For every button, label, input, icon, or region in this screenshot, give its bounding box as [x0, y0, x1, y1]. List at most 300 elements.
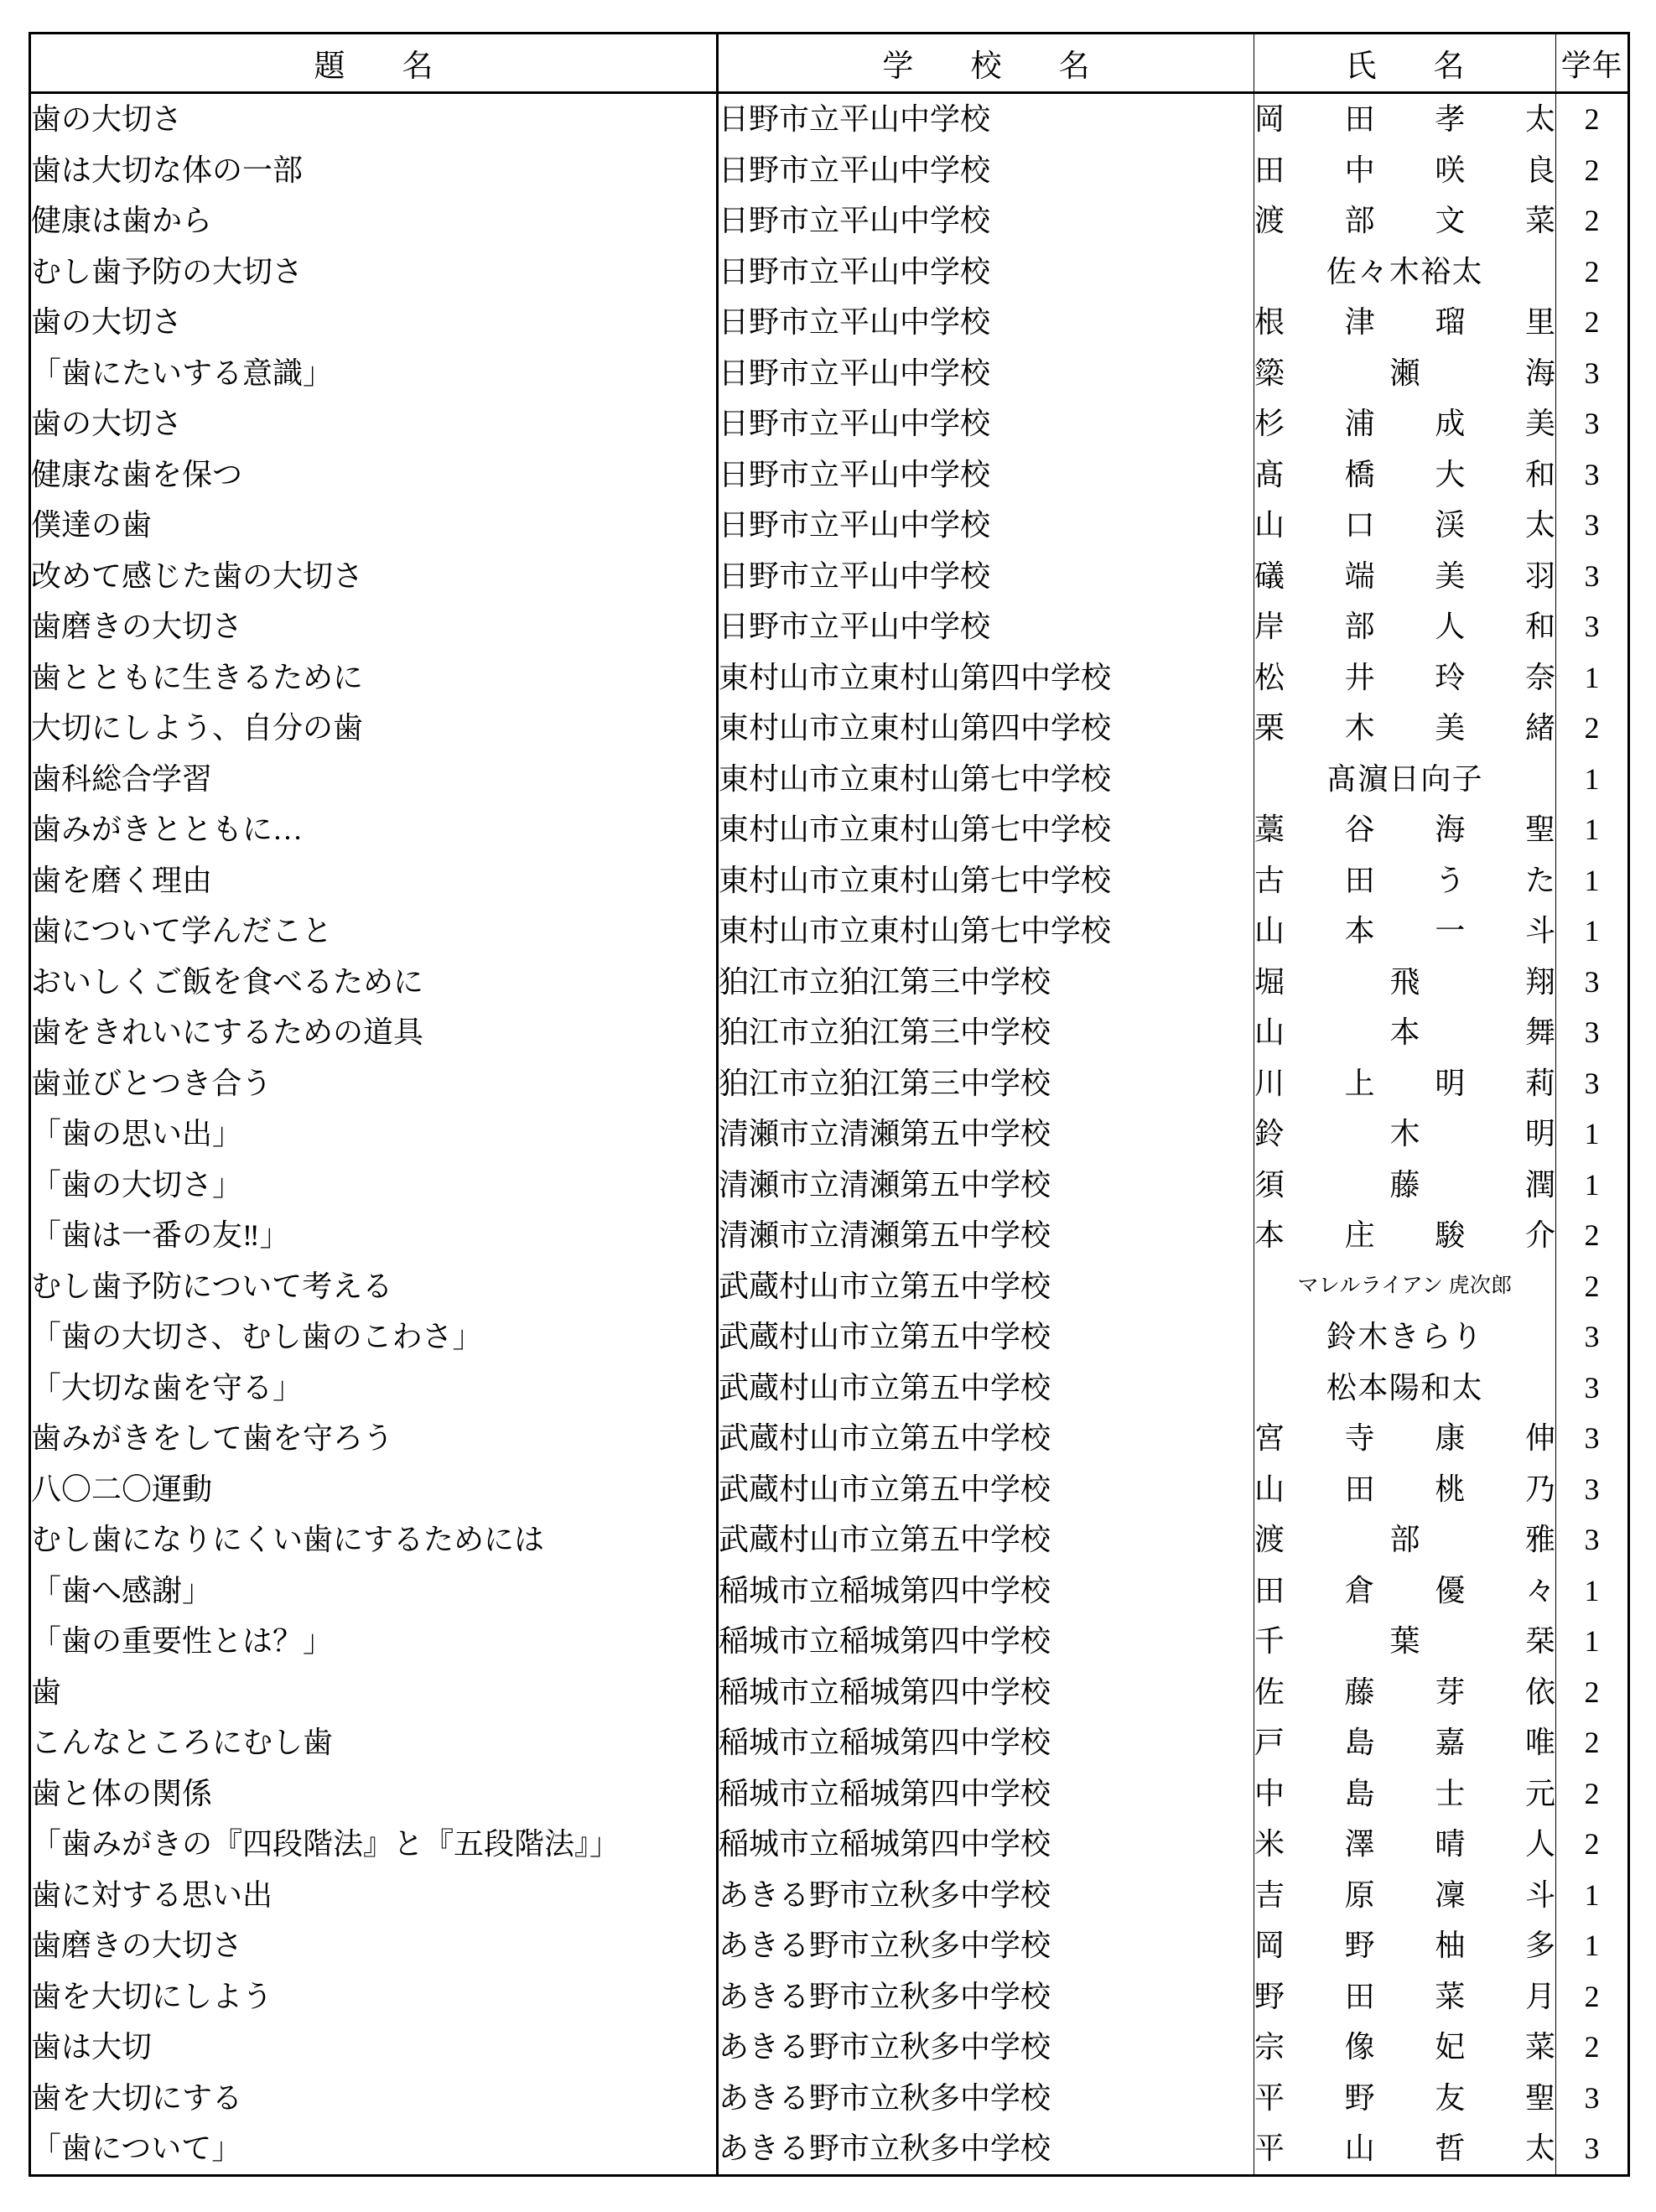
table-row [30, 93, 1629, 145]
cell-title: 歯と体の関係 [30, 1768, 718, 1820]
name-char: 美 [1435, 558, 1466, 593]
cell-grade: 2 [1584, 254, 1600, 288]
cell-grade: 2 [1584, 1726, 1600, 1760]
cell-name [1254, 2073, 1556, 2124]
table-row [30, 1261, 1629, 1312]
name-char: 々 [1524, 1573, 1555, 1607]
name-char: 孝 [1435, 102, 1466, 137]
cell-title: 歯 [30, 1667, 718, 1718]
name-char: 月 [1524, 1979, 1555, 2013]
name-char: 田 [1344, 1472, 1375, 1506]
cell-grade: 1 [1584, 1877, 1600, 1912]
name-text [1254, 1624, 1555, 1659]
cell-school: 清瀬市立清瀬第五中学校 [718, 1160, 1254, 1211]
cell-title: 歯をきれいにするための道具 [30, 1007, 718, 1058]
name-char: 和 [1524, 457, 1555, 491]
cell-school: 東村山市立東村山第四中学校 [718, 703, 1254, 754]
cell-school: 日野市立平山中学校 [718, 398, 1254, 449]
cell-name [1254, 601, 1556, 652]
name-char: 田 [1254, 153, 1285, 187]
name-char: 浦 [1344, 407, 1375, 441]
table-row [30, 1566, 1629, 1617]
name-char: 子 [1451, 761, 1484, 796]
name-char: 太 [1524, 508, 1555, 543]
cell-title: 歯は大切 [30, 2022, 718, 2073]
name-char: 宗 [1254, 2030, 1285, 2064]
cell-title: 歯みがきとともに… [30, 804, 718, 855]
cell-school: 稲城市立稲城第四中学校 [718, 1566, 1254, 1617]
table-row [30, 1768, 1629, 1820]
cell-school: 武蔵村山市立第五中学校 [718, 1261, 1254, 1312]
column-header-title: 題 名 [30, 34, 718, 93]
name-char: 木 [1389, 1117, 1420, 1151]
column-header-name: 氏 名 [1254, 34, 1556, 93]
cell-school: 狛江市立狛江第三中学校 [718, 957, 1254, 1008]
cell-title: 「歯へ感謝」 [30, 1566, 718, 1617]
table-row [30, 703, 1629, 754]
name-char: 米 [1254, 1827, 1285, 1862]
name-text [1254, 1727, 1555, 1758]
cell-grade: 2 [1584, 1776, 1600, 1810]
name-char: 唯 [1524, 1726, 1555, 1760]
name-char: 佐 [1326, 254, 1358, 288]
cell-school: 清瀬市立清瀬第五中学校 [718, 1210, 1254, 1261]
name-text [1254, 155, 1555, 185]
name-char: 栗 [1254, 711, 1285, 745]
table-row [30, 1311, 1629, 1363]
cell-title: 歯は大切な体の一部 [30, 145, 718, 196]
table-row [30, 1464, 1629, 1515]
name-text [1254, 1981, 1555, 2012]
name-char: 岸 [1254, 610, 1285, 644]
name-char: 岡 [1254, 1929, 1285, 1963]
cell-name [1254, 1363, 1556, 1414]
table-row [30, 652, 1629, 704]
cell-name [1254, 1717, 1556, 1768]
name-char: 咲 [1435, 153, 1466, 187]
cell-grade: 3 [1584, 1066, 1600, 1100]
cell-school: 稲城市立稲城第四中学校 [718, 1616, 1254, 1667]
name-char: 乃 [1524, 1472, 1555, 1506]
name-char: 部 [1344, 204, 1375, 238]
name-char: 玲 [1435, 660, 1466, 694]
table-row [30, 1819, 1629, 1870]
name-char: 瀬 [1389, 356, 1420, 390]
name-char: 陽 [1389, 1370, 1421, 1405]
cell-title: 歯について学んだこと [30, 906, 718, 957]
cell-title: 「歯にたいする意識」 [30, 348, 718, 399]
table-row [30, 1160, 1629, 1211]
name-char: 元 [1524, 1776, 1555, 1810]
cell-grade: 3 [1584, 2132, 1600, 2166]
cell-title: 「歯の大切さ、むし歯のこわさ」 [30, 1311, 718, 1363]
name-char: 松 [1254, 660, 1285, 694]
name-char: 野 [1254, 1979, 1285, 2013]
name-char: 倉 [1344, 1573, 1375, 1607]
cell-school: あきる野市立秋多中学校 [718, 1870, 1254, 1921]
table-row [30, 906, 1629, 957]
cell-school: 稲城市立稲城第四中学校 [718, 1717, 1254, 1768]
cell-school: 東村山市立東村山第七中学校 [718, 906, 1254, 957]
name-char: 部 [1389, 1523, 1420, 1557]
name-char: 菜 [1524, 2030, 1555, 2064]
name-text [1254, 813, 1555, 847]
name-text [1254, 865, 1555, 896]
cell-name [1254, 297, 1556, 348]
name-char: 飛 [1389, 964, 1420, 999]
name-char: 戸 [1254, 1726, 1285, 1760]
table-row [30, 2123, 1629, 2175]
table-row [30, 957, 1629, 1008]
cell-grade: 3 [1584, 356, 1600, 390]
cell-school: 日野市立平山中学校 [718, 551, 1254, 602]
cell-name [1254, 1768, 1556, 1820]
cell-title: 歯科総合学習 [30, 754, 718, 805]
cell-school: 東村山市立東村山第四中学校 [718, 652, 1254, 704]
name-char: 斗 [1524, 914, 1555, 948]
name-char: 和 [1524, 610, 1555, 644]
cell-grade: 3 [1584, 508, 1600, 543]
name-text [1254, 558, 1555, 593]
name-char: 口 [1344, 508, 1375, 543]
name-char: 日 [1389, 761, 1421, 796]
table-row [30, 1210, 1629, 1261]
table-row [30, 348, 1629, 399]
cell-title: おいしくご飯を食べるために [30, 957, 718, 1008]
cell-grade: 3 [1584, 407, 1600, 441]
cell-name [1254, 754, 1556, 805]
name-char: り [1451, 1320, 1484, 1354]
name-text [1254, 305, 1555, 340]
name-char: 松 [1326, 1370, 1358, 1405]
name-char: 明 [1524, 1117, 1555, 1151]
cell-title: 歯に対する思い出 [30, 1870, 718, 1921]
cell-school: 日野市立平山中学校 [718, 297, 1254, 348]
name-char: 上 [1344, 1066, 1375, 1100]
name-char: 多 [1524, 1929, 1555, 1963]
name-char: 島 [1344, 1776, 1375, 1810]
name-text: マレルライアン 虎次郎 [1297, 1275, 1513, 1298]
name-text [1254, 508, 1555, 543]
name-char: 海 [1435, 813, 1466, 847]
name-char: 美 [1435, 711, 1466, 745]
name-char: 伸 [1524, 1421, 1555, 1456]
name-char: 凜 [1435, 1877, 1466, 1912]
name-char: 杉 [1254, 407, 1285, 441]
cell-school: 稲城市立稲城第四中学校 [718, 1819, 1254, 1870]
name-char: 太 [1451, 254, 1484, 288]
name-text [1254, 2132, 1555, 2166]
cell-grade: 1 [1584, 1167, 1600, 1202]
cell-title: むし歯予防の大切さ [30, 247, 718, 298]
name-text [1254, 408, 1555, 439]
name-char: 成 [1435, 407, 1466, 441]
name-char: 海 [1524, 356, 1555, 390]
cell-name [1254, 1261, 1556, 1312]
name-char: 井 [1344, 660, 1375, 694]
cell-grade: 1 [1584, 660, 1600, 694]
cell-name [1254, 2123, 1556, 2175]
name-char: 良 [1524, 153, 1555, 187]
cell-grade: 3 [1584, 457, 1600, 491]
table-row [30, 398, 1629, 449]
table-row [30, 1363, 1629, 1414]
name-char: 人 [1435, 610, 1466, 644]
cell-name [1254, 145, 1556, 196]
cell-name [1254, 247, 1556, 298]
name-text [1254, 1421, 1555, 1456]
cell-name [1254, 93, 1556, 145]
name-char: た [1524, 863, 1555, 897]
name-char: 津 [1344, 305, 1375, 340]
name-char: 斗 [1524, 1877, 1555, 1912]
name-char: 髙 [1326, 761, 1358, 796]
name-char: 田 [1344, 102, 1375, 137]
cell-grade: 2 [1584, 1269, 1600, 1303]
name-char: 須 [1254, 1167, 1285, 1202]
name-text [1254, 1573, 1555, 1607]
cell-school: 日野市立平山中学校 [718, 348, 1254, 399]
cell-title: 歯磨きの大切さ [30, 601, 718, 652]
cell-title: むし歯になりにくい歯にするためには [30, 1514, 718, 1566]
name-char: 裕 [1420, 254, 1452, 288]
cell-name [1254, 906, 1556, 957]
table-row [30, 1616, 1629, 1667]
name-char: 澤 [1344, 1827, 1375, 1862]
cell-grade: 2 [1584, 305, 1600, 340]
name-char: 大 [1435, 457, 1466, 491]
name-char: 渓 [1435, 508, 1466, 543]
cell-school: 武蔵村山市立第五中学校 [718, 1363, 1254, 1414]
cell-school: 東村山市立東村山第七中学校 [718, 804, 1254, 855]
name-char: 藤 [1344, 1675, 1375, 1709]
name-char: 莉 [1524, 1066, 1555, 1100]
name-text [1254, 457, 1555, 491]
cell-title: 「歯について」 [30, 2123, 718, 2175]
name-text [1254, 761, 1555, 796]
name-char: 聖 [1524, 2080, 1555, 2115]
table-row [30, 1514, 1629, 1566]
name-text [1254, 2080, 1555, 2115]
name-char: 舞 [1524, 1015, 1555, 1050]
table-row [30, 2022, 1629, 2073]
name-char: 礒 [1254, 558, 1285, 593]
name-char: 人 [1524, 1827, 1555, 1862]
cell-grade: 3 [1584, 558, 1600, 593]
name-char: 田 [1344, 863, 1375, 897]
name-char: 依 [1524, 1675, 1555, 1709]
name-char: 太 [1451, 1370, 1484, 1405]
cell-name [1254, 500, 1556, 551]
name-char: 田 [1344, 1979, 1375, 2013]
name-char: 介 [1524, 1218, 1555, 1253]
name-char: 島 [1344, 1726, 1375, 1760]
cell-grade: 3 [1584, 610, 1600, 644]
cell-school: 東村山市立東村山第七中学校 [718, 855, 1254, 906]
cell-name [1254, 1413, 1556, 1464]
table-row [30, 601, 1629, 652]
name-char: 本 [1389, 1015, 1420, 1050]
table-row [30, 2073, 1629, 2124]
table-row [30, 855, 1629, 906]
name-text [1254, 254, 1555, 288]
name-char: 髙 [1254, 457, 1285, 491]
cell-title: 僕達の歯 [30, 500, 718, 551]
table-row [30, 1007, 1629, 1058]
table-row [30, 449, 1629, 501]
name-char: 潤 [1524, 1167, 1555, 1202]
name-char: 藤 [1389, 1167, 1420, 1202]
cell-school: 清瀬市立清瀬第五中学校 [718, 1109, 1254, 1160]
name-char: 岡 [1254, 102, 1285, 137]
name-char: 優 [1435, 1573, 1466, 1607]
name-char: 原 [1344, 1877, 1375, 1912]
name-text [1254, 205, 1555, 236]
cell-school: 日野市立平山中学校 [718, 145, 1254, 196]
name-char: 谷 [1344, 813, 1375, 847]
name-char: 菜 [1524, 204, 1555, 238]
name-text [1254, 916, 1555, 946]
cell-title: 歯の大切さ [30, 93, 718, 145]
name-char: 平 [1254, 2080, 1285, 2115]
cell-name [1254, 957, 1556, 1008]
table-row [30, 247, 1629, 298]
cell-school: 狛江市立狛江第三中学校 [718, 1058, 1254, 1109]
name-char: 簗 [1254, 356, 1285, 390]
cell-school: 武蔵村山市立第五中学校 [718, 1311, 1254, 1363]
name-char: 像 [1344, 2030, 1375, 2064]
cell-school: あきる野市立秋多中学校 [718, 2022, 1254, 2073]
cell-grade: 3 [1584, 1370, 1600, 1405]
table-row [30, 1109, 1629, 1160]
table-row [30, 1058, 1629, 1109]
cell-title: 歯を大切にしよう [30, 1971, 718, 2022]
name-char: 野 [1344, 2080, 1375, 2115]
table-row [30, 1667, 1629, 1718]
column-header-grade: 学年 [1556, 34, 1629, 93]
table-header [30, 34, 1629, 93]
cell-grade: 2 [1584, 204, 1600, 238]
name-text [1254, 1218, 1555, 1253]
cell-grade: 1 [1584, 1573, 1600, 1607]
name-text [1254, 1167, 1555, 1202]
cell-title: 歯を大切にする [30, 2073, 718, 2124]
cell-name [1254, 1819, 1556, 1870]
name-char: 本 [1254, 1218, 1285, 1253]
name-char: 平 [1254, 2132, 1285, 2166]
name-char: 根 [1254, 305, 1285, 340]
cell-grade: 2 [1584, 102, 1600, 137]
cell-school: あきる野市立秋多中学校 [718, 1920, 1254, 1971]
cell-school: 狛江市立狛江第三中学校 [718, 1007, 1254, 1058]
name-char: 向 [1420, 761, 1452, 796]
cell-name [1254, 348, 1556, 399]
name-text [1254, 1321, 1555, 1352]
cell-title: 大切にしよう、自分の歯 [30, 703, 718, 754]
name-char: 藁 [1254, 813, 1285, 847]
name-char: 緒 [1524, 711, 1555, 745]
cell-school: 武蔵村山市立第五中学校 [718, 1413, 1254, 1464]
name-char: 里 [1524, 305, 1555, 340]
name-char: 渡 [1254, 204, 1285, 238]
cell-title: 健康な歯を保つ [30, 449, 718, 501]
cell-school: あきる野市立秋多中学校 [718, 2123, 1254, 2175]
cell-grade: 3 [1584, 1015, 1600, 1050]
name-char: 明 [1435, 1066, 1466, 1100]
cell-name [1254, 804, 1556, 855]
cell-name [1254, 1160, 1556, 1211]
cell-title: 歯とともに生きるために [30, 652, 718, 704]
entries-table [29, 32, 1630, 2177]
cell-grade: 1 [1584, 914, 1600, 948]
name-char: 一 [1435, 914, 1466, 948]
name-text [1254, 713, 1555, 743]
name-char: 妃 [1435, 2030, 1466, 2064]
cell-name [1254, 703, 1556, 754]
name-char: き [1389, 1320, 1421, 1354]
cell-name [1254, 1058, 1556, 1109]
name-char: 山 [1254, 914, 1285, 948]
cell-name [1254, 1920, 1556, 1971]
name-char: ら [1420, 1320, 1452, 1354]
cell-school: 日野市立平山中学校 [718, 449, 1254, 501]
name-text [1254, 662, 1555, 693]
cell-grade: 3 [1584, 964, 1600, 999]
name-char: 中 [1344, 153, 1375, 187]
name-char: 山 [1254, 1015, 1285, 1050]
name-char: 宮 [1254, 1421, 1285, 1456]
name-text [1254, 1929, 1555, 1963]
table-row [30, 1870, 1629, 1921]
cell-title: 健康は歯から [30, 195, 718, 247]
cell-title: 歯みがきをして歯を守ろう [30, 1413, 718, 1464]
cell-name [1254, 2022, 1556, 2073]
name-text [1254, 1877, 1555, 1912]
name-char: う [1435, 863, 1466, 897]
cell-name [1254, 1514, 1556, 1566]
cell-title: 歯並びとつき合う [30, 1058, 718, 1109]
cell-title: むし歯予防について考える [30, 1261, 718, 1312]
cell-grade: 1 [1584, 813, 1600, 847]
cell-grade: 3 [1584, 2080, 1600, 2115]
cell-name [1254, 1566, 1556, 1617]
name-char: 渡 [1254, 1523, 1285, 1557]
cell-grade: 2 [1584, 1218, 1600, 1253]
name-char: 々 [1358, 254, 1389, 288]
cell-school: 稲城市立稲城第四中学校 [718, 1768, 1254, 1820]
cell-grade: 2 [1584, 711, 1600, 745]
name-char: 川 [1254, 1066, 1285, 1100]
name-text [1254, 102, 1555, 137]
name-char: 佐 [1254, 1675, 1285, 1709]
name-char: 羽 [1524, 558, 1555, 593]
name-text [1254, 1119, 1555, 1149]
name-char: 田 [1254, 1573, 1285, 1607]
name-char: 橋 [1344, 457, 1375, 491]
name-char: 木 [1344, 711, 1375, 745]
name-text [1254, 2032, 1555, 2062]
table-row [30, 1971, 1629, 2022]
cell-title: 歯の大切さ [30, 398, 718, 449]
name-char: 本 [1344, 914, 1375, 948]
table-row [30, 1413, 1629, 1464]
table-row [30, 195, 1629, 247]
name-char: 庄 [1344, 1218, 1375, 1253]
name-char: 栞 [1524, 1624, 1555, 1659]
name-text [1254, 1827, 1555, 1862]
column-header-school: 学 校 名 [718, 34, 1254, 93]
cell-title: 改めて感じた歯の大切さ [30, 551, 718, 602]
